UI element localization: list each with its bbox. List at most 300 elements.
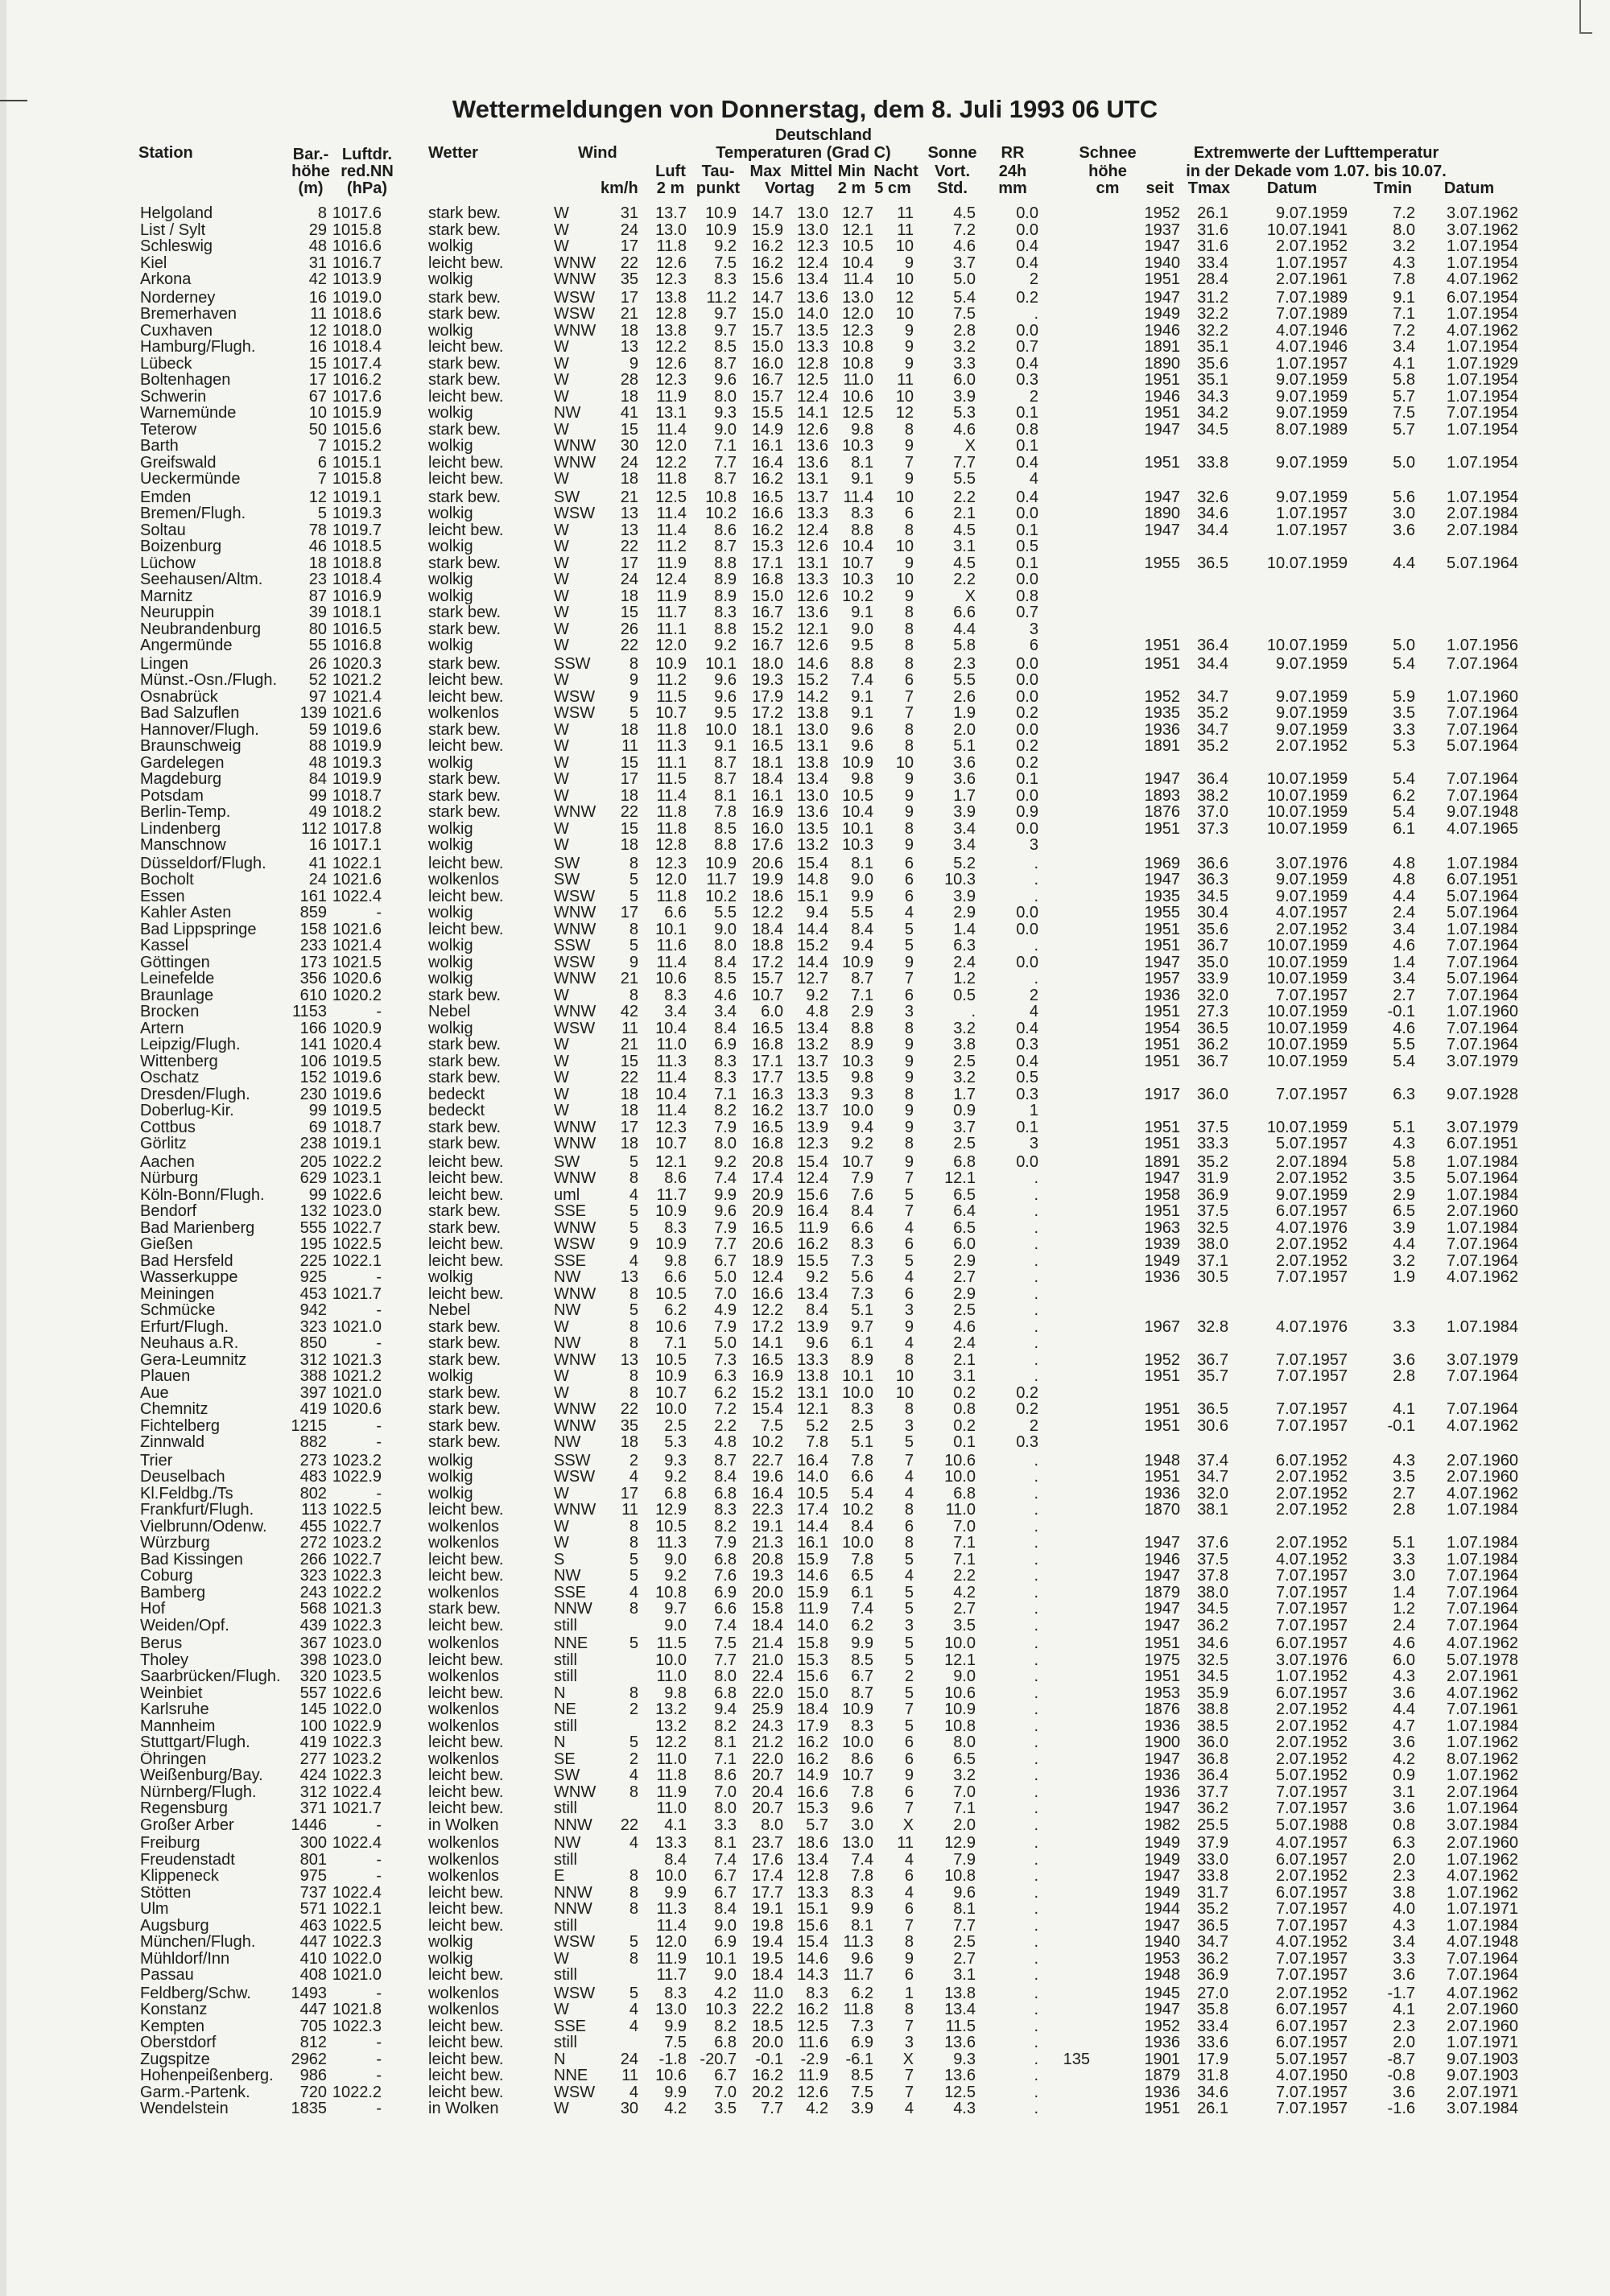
station-name: Frankfurt/Flugh. (140, 1502, 254, 1519)
precip: . (1034, 1468, 1038, 1486)
extreme-since: 1951 (1144, 920, 1180, 938)
tmin-date: 4.07.1962 (1447, 1416, 1518, 1435)
extreme-since: 1879 (1144, 1583, 1180, 1601)
weather: leicht bew. (428, 2084, 504, 2100)
min-2m: 10.2 (842, 587, 873, 605)
sunshine: 6.8 (953, 1484, 976, 1502)
wind-dir: W (554, 554, 569, 572)
wind-dir: still (554, 1916, 577, 1935)
bar-height: 233 (299, 937, 327, 954)
wind-speed: 8 (629, 1383, 638, 1402)
max-temp: 15.0 (752, 338, 783, 356)
pressure: 1022.9 (332, 1468, 382, 1486)
dewpoint: 9.7 (714, 305, 737, 323)
extreme-since: 1876 (1144, 1700, 1180, 1718)
pressure: - (376, 1867, 382, 1885)
dewpoint: 5.0 (714, 1268, 737, 1286)
air-temp: 11.8 (656, 237, 687, 255)
tmin: 3.2 (1393, 237, 1415, 255)
tmin: 2.7 (1393, 986, 1415, 1004)
tmax: 36.9 (1197, 1185, 1228, 1204)
max-temp: 16.2 (752, 1102, 783, 1119)
wind-speed: 15 (620, 420, 638, 439)
min-5cm: 3 (904, 1416, 914, 1435)
sunshine: 4.5 (953, 204, 976, 222)
tmax-date: 10.07.1941 (1266, 221, 1348, 239)
dewpoint: 7.7 (714, 1651, 737, 1669)
tmax: 36.5 (1197, 554, 1228, 572)
tmax: 37.1 (1197, 1251, 1228, 1270)
mean-temp: 11.9 (798, 1600, 828, 1618)
max-temp: 15.6 (752, 270, 783, 288)
dewpoint: 10.0 (705, 720, 737, 739)
tmax: 37.7 (1197, 1783, 1228, 1801)
wind-dir: WSW (554, 687, 596, 706)
weather: wolkig (428, 820, 473, 837)
min-2m: 8.9 (851, 1350, 873, 1369)
station-name: Bad Lippspringe (140, 921, 257, 938)
air-temp: 9.9 (664, 2083, 687, 2101)
dewpoint: 8.0 (714, 1667, 737, 1685)
pressure: 1021.6 (332, 704, 382, 722)
min-5cm: 9 (904, 770, 914, 788)
station-name: Erfurt/Flugh. (140, 1318, 229, 1335)
wind-speed: 5 (629, 1152, 638, 1171)
wind-dir: WSW (554, 1933, 596, 1951)
station-name: Köln-Bonn/Flugh. (140, 1186, 265, 1203)
bar-height: 12 (308, 321, 327, 340)
tmin: 4.3 (1393, 1667, 1415, 1685)
station-name: Bad Hersfeld (140, 1252, 233, 1269)
min-5cm: 7 (904, 1700, 914, 1718)
tmin: 2.8 (1393, 1367, 1415, 1385)
dewpoint: 6.7 (714, 1251, 737, 1270)
precip: 4 (1029, 470, 1038, 488)
bar-height: 41 (308, 854, 327, 872)
sunshine: 3.2 (953, 1069, 976, 1086)
precip: 3 (1029, 836, 1038, 854)
min-5cm: 6 (904, 671, 914, 689)
wind-speed: 30 (620, 2100, 638, 2117)
wind-speed: 13 (620, 338, 638, 356)
precip: . (1034, 1334, 1038, 1352)
bar-height: 483 (299, 1468, 327, 1486)
sunshine: 10.8 (944, 1717, 976, 1735)
tmax-date: 10.07.1959 (1266, 1003, 1348, 1020)
min-2m: 8.4 (851, 1202, 873, 1220)
min-2m: 9.0 (851, 871, 873, 888)
tmin-date: 4.07.1962 (1447, 1984, 1518, 2002)
sunshine: 5.3 (953, 404, 976, 422)
max-temp: 16.7 (752, 604, 783, 621)
sunshine: 4.6 (953, 1317, 976, 1336)
dewpoint: 11.7 (706, 871, 737, 888)
max-temp: 16.2 (752, 237, 783, 255)
tmin: 3.6 (1393, 2083, 1415, 2101)
header-mittel: Mittel (790, 163, 833, 180)
max-temp: 10.7 (752, 986, 783, 1004)
tmax: 34.5 (1197, 1667, 1228, 1685)
max-temp: 17.1 (752, 1052, 783, 1070)
min-5cm: 7 (904, 1169, 914, 1187)
precip: . (1034, 937, 1038, 954)
wind-speed: 42 (620, 1003, 638, 1020)
min-5cm: 3 (904, 1616, 914, 1634)
tmin: 5.3 (1393, 737, 1415, 755)
min-5cm: 4 (904, 2100, 914, 2117)
sunshine: 7.5 (953, 305, 976, 323)
min-2m: 6.6 (851, 1468, 873, 1486)
dewpoint: 7.7 (714, 1235, 737, 1253)
dewpoint: 7.2 (714, 1400, 737, 1418)
station-name: Berus (140, 1635, 183, 1652)
wind-speed: 8 (629, 1534, 638, 1552)
tmax-date: 7.07.1957 (1276, 1416, 1348, 1435)
station-name: Kempten (140, 2018, 205, 2034)
bar-height: 419 (299, 1733, 327, 1751)
wind-speed: 35 (620, 270, 638, 288)
precip: . (1034, 1750, 1038, 1768)
sunshine: 2.4 (953, 1334, 976, 1352)
max-temp: 12.4 (752, 1268, 783, 1286)
extreme-since: 1936 (1144, 720, 1180, 739)
sunshine: 12.5 (944, 2083, 976, 2101)
tmin-date: 2.07.1964 (1447, 1783, 1518, 1801)
dewpoint: 8.2 (714, 1517, 737, 1535)
mean-temp: 13.1 (797, 737, 828, 755)
sunshine: 0.5 (953, 986, 976, 1004)
tmin: 3.4 (1393, 920, 1415, 938)
air-temp: 7.5 (664, 2034, 687, 2051)
bar-height: 555 (299, 1218, 327, 1237)
bar-height: 173 (299, 953, 327, 971)
min-5cm: 9 (904, 1102, 914, 1119)
tmin: 4.4 (1393, 887, 1415, 905)
mean-temp: 15.0 (797, 1684, 828, 1702)
precip: 0.7 (1016, 604, 1038, 621)
tmin-date: 1.07.1954 (1447, 371, 1518, 389)
station-name: Ulm (140, 1901, 169, 1918)
bar-height: 48 (308, 753, 327, 772)
mean-temp: 13.8 (797, 704, 828, 722)
wind-speed: 5 (629, 704, 638, 722)
extreme-since: 1951 (1144, 270, 1180, 288)
sunshine: 7.7 (953, 1916, 976, 1935)
sunshine: 2.7 (953, 1268, 976, 1286)
weather: bedeckt (428, 1103, 485, 1119)
min-2m: 9.6 (851, 1799, 873, 1817)
weather: stark bew. (428, 372, 502, 389)
pressure: 1020.3 (332, 654, 382, 673)
precip: . (1034, 2001, 1038, 2018)
extreme-since: 1951 (1144, 371, 1180, 389)
sunshine: 1.7 (953, 786, 976, 805)
max-temp: 17.2 (752, 704, 783, 722)
min-2m: 10.8 (842, 338, 873, 356)
header-station: Station (138, 144, 193, 162)
max-temp: 18.8 (752, 937, 783, 954)
sunshine: 10.0 (944, 1468, 976, 1486)
dewpoint: 6.3 (714, 1367, 737, 1385)
extreme-since: 1951 (1144, 453, 1180, 472)
tmin: 5.0 (1393, 453, 1415, 472)
air-temp: 11.0 (656, 1750, 687, 1768)
wind-speed: 24 (620, 221, 638, 239)
extreme-since: 1947 (1144, 420, 1180, 439)
min-2m: 9.6 (851, 737, 873, 755)
max-temp: 20.2 (752, 2083, 783, 2101)
tmin: 4.8 (1393, 854, 1415, 872)
precip: . (1034, 1667, 1038, 1685)
dewpoint: 8.3 (714, 270, 737, 288)
air-temp: 9.9 (664, 2017, 687, 2035)
pressure: 1021.5 (332, 953, 382, 971)
tmin-date: 3.07.1979 (1447, 1118, 1518, 1136)
tmax: 32.5 (1197, 1651, 1228, 1669)
wind-dir: SW (554, 871, 580, 888)
extreme-since: 1947 (1144, 871, 1180, 888)
tmax-date: 9.07.1959 (1276, 371, 1348, 389)
weather: leicht bew. (428, 1236, 504, 1253)
bar-height: 238 (299, 1135, 327, 1152)
dewpoint: 8.0 (714, 387, 737, 406)
bar-height: 205 (299, 1152, 327, 1171)
extreme-since: 1946 (1144, 1550, 1180, 1568)
wind-speed: 17 (620, 288, 638, 307)
air-temp: 11.4 (656, 1069, 687, 1086)
extreme-since: 1951 (1144, 1118, 1180, 1136)
paper-edge (0, 0, 6, 2296)
tmin: 3.6 (1393, 1966, 1415, 1984)
precip: 0.9 (1016, 803, 1038, 821)
weather: stark bew. (428, 554, 502, 571)
mean-temp: 15.6 (797, 1185, 828, 1204)
sunshine: 3.1 (953, 538, 976, 555)
bar-height: 48 (308, 237, 327, 255)
min-5cm: 7 (904, 970, 914, 987)
mean-temp: 14.4 (797, 953, 828, 971)
max-temp: 17.1 (752, 554, 783, 572)
air-temp: 11.0 (656, 1799, 687, 1817)
sunshine: 5.2 (953, 854, 976, 872)
min-2m: 10.8 (842, 354, 873, 373)
weather: stark bew. (428, 655, 502, 672)
wind-speed: 9 (629, 1235, 638, 1253)
tmin: 3.4 (1393, 338, 1415, 356)
tmax: 32.6 (1197, 488, 1228, 506)
station-name: Kassel (140, 938, 189, 954)
wind-dir: SW (554, 854, 580, 872)
precip: 1 (1029, 1102, 1038, 1119)
extreme-since: 1967 (1144, 1317, 1180, 1336)
max-temp: 16.8 (752, 1135, 783, 1152)
tmin: 2.0 (1393, 1850, 1415, 1869)
pressure: 1022.3 (332, 1616, 382, 1634)
tmin-date: 7.07.1964 (1447, 720, 1518, 739)
bar-height: 388 (299, 1367, 327, 1385)
station-name: Boltenhagen (140, 372, 231, 389)
precip: . (1034, 1651, 1038, 1669)
precip: 0.2 (1016, 1383, 1038, 1402)
weather: stark bew. (428, 1318, 502, 1335)
dewpoint: 7.4 (714, 1169, 737, 1187)
min-2m: 2.5 (851, 1416, 873, 1435)
tmin: 2.7 (1393, 1484, 1415, 1502)
pressure: 1019.5 (332, 1102, 382, 1119)
tmin-date: 5.07.1964 (1447, 554, 1518, 572)
pressure: 1022.5 (332, 1235, 382, 1253)
mean-temp: 13.5 (797, 1069, 828, 1086)
dewpoint: 8.4 (714, 953, 737, 971)
tmin: 1.4 (1393, 1583, 1415, 1601)
station-name: Arkona (140, 271, 192, 288)
weather: leicht bew. (428, 1767, 504, 1784)
extreme-since: 1946 (1144, 387, 1180, 406)
tmax: 36.7 (1197, 1052, 1228, 1070)
extreme-since: 1891 (1144, 737, 1180, 755)
precip: . (1034, 1883, 1038, 1902)
sunshine: 6.0 (953, 371, 976, 389)
bar-height: 320 (299, 1667, 327, 1685)
header-sonne1: Sonne (927, 144, 977, 162)
tmax-date: 7.07.1957 (1276, 2100, 1348, 2117)
pressure: 1018.1 (332, 604, 382, 621)
tmax: 34.7 (1197, 687, 1228, 706)
tmax: 38.0 (1197, 1583, 1228, 1601)
corner-mark (1579, 0, 1592, 34)
wind-dir: W (554, 1383, 569, 1402)
dewpoint: 7.1 (714, 437, 737, 455)
tmin: 4.0 (1393, 1900, 1415, 1918)
extreme-since: 1946 (1144, 321, 1180, 340)
wind-speed: 24 (620, 571, 638, 588)
tmin: 7.8 (1393, 270, 1415, 288)
min-5cm: 8 (904, 2001, 914, 2018)
station-name: Lüchow (140, 554, 196, 571)
bar-height: 925 (299, 1268, 327, 1286)
wind-dir: W (554, 1517, 569, 1535)
min-2m: 7.3 (851, 1251, 873, 1270)
wind-speed: 8 (629, 1867, 638, 1885)
tmax: 33.3 (1197, 1135, 1228, 1152)
air-temp: 11.1 (656, 620, 687, 638)
bar-height: 737 (299, 1883, 327, 1902)
mean-temp: 15.4 (797, 1933, 828, 1951)
wind-dir: WSW (554, 2083, 596, 2101)
mean-temp: 16.6 (797, 1783, 828, 1801)
tmin: 2.0 (1393, 2034, 1415, 2051)
max-temp: 16.1 (752, 786, 783, 805)
max-temp: 16.0 (752, 354, 783, 373)
min-5cm: 5 (904, 1251, 914, 1270)
header-min: Min (837, 163, 866, 180)
wind-dir: WNW (554, 803, 597, 821)
header-extrem1: Extremwerte der Lufttemperatur (1193, 144, 1439, 162)
tmax: 31.9 (1197, 1169, 1228, 1187)
station-name: Oberstdorf (140, 2034, 217, 2051)
tmin: 3.5 (1393, 1468, 1415, 1486)
precip: . (1034, 970, 1038, 987)
page-title: Wettermeldungen von Donnerstag, dem 8. Juli 1993 06 UTC (452, 95, 1158, 123)
max-temp: 19.3 (752, 1567, 783, 1585)
weather: wolkig (428, 971, 473, 987)
sunshine: 10.6 (944, 1451, 976, 1470)
weather: wolkig (428, 238, 473, 255)
max-temp: 18.6 (752, 887, 783, 905)
air-temp: 13.7 (655, 204, 687, 222)
sunshine: 3.4 (953, 819, 976, 838)
mean-temp: 15.4 (797, 854, 828, 872)
bar-height: 99 (308, 1185, 327, 1204)
max-temp: 18.4 (752, 1616, 783, 1634)
min-5cm: 9 (904, 1152, 914, 1171)
tmax: 27.0 (1197, 1984, 1228, 2002)
bar-height: 568 (299, 1600, 327, 1618)
wind-dir: W (554, 338, 569, 356)
extreme-since: 1944 (1144, 1900, 1180, 1918)
mean-temp: 15.6 (797, 1667, 828, 1685)
tmax: 36.0 (1197, 1085, 1228, 1103)
tmax: 36.0 (1197, 1733, 1228, 1751)
tmin: 1.2 (1393, 1600, 1415, 1618)
tmin: 5.5 (1393, 1036, 1415, 1053)
wind-speed: 5 (629, 1733, 638, 1751)
wind-speed: 21 (620, 970, 638, 987)
tmin-date: 6.07.1951 (1447, 871, 1518, 888)
wind-speed: 8 (629, 1600, 638, 1618)
tmax-date: 2.07.1952 (1276, 1700, 1348, 1718)
min-5cm: 6 (904, 1284, 914, 1303)
tmin-date: 2.07.1960 (1447, 1202, 1518, 1220)
header-tmin: Tmin (1373, 179, 1412, 197)
min-2m: 13.0 (842, 288, 873, 307)
wind-dir: WNW (554, 1416, 597, 1435)
station-name: Saarbrücken/Flugh. (140, 1668, 281, 1685)
pressure: 1021.2 (332, 1367, 382, 1385)
min-5cm: 10 (895, 1383, 914, 1402)
extreme-since: 1955 (1144, 554, 1180, 572)
tmax-date: 2.07.1961 (1276, 270, 1348, 288)
dewpoint: 6.9 (714, 1933, 737, 1951)
sunshine: 3.8 (953, 1036, 976, 1053)
precip: 2 (1029, 387, 1038, 406)
tmax: 36.5 (1197, 1019, 1228, 1037)
tmax: 37.5 (1197, 1202, 1228, 1220)
wind-speed: 5 (629, 1218, 638, 1237)
pressure: 1022.6 (332, 1185, 382, 1204)
mean-temp: 12.4 (797, 1169, 828, 1187)
sunshine: 2.9 (953, 904, 976, 921)
min-2m: 8.7 (851, 970, 873, 987)
tmax: 36.4 (1197, 770, 1228, 788)
wind-speed: 18 (620, 786, 638, 805)
station-name: Bamberg (140, 1584, 206, 1601)
pressure: 1016.5 (332, 620, 382, 638)
tmax-date: 7.07.1957 (1276, 1367, 1348, 1385)
station-name: Neuruppin (140, 604, 215, 621)
min-5cm: 5 (904, 937, 914, 954)
bar-height: 16 (308, 338, 327, 356)
weather: wolkenlos (428, 1584, 499, 1601)
wind-dir: WNW (554, 920, 597, 938)
max-temp: 12.2 (752, 1301, 783, 1319)
wind-speed: 4 (629, 1468, 638, 1486)
min-5cm: 7 (904, 2067, 914, 2084)
precip: . (1034, 1799, 1038, 1817)
mean-temp: 13.3 (797, 571, 828, 588)
mean-temp: 13.8 (797, 1367, 828, 1385)
sunshine: 8.0 (953, 1733, 976, 1751)
